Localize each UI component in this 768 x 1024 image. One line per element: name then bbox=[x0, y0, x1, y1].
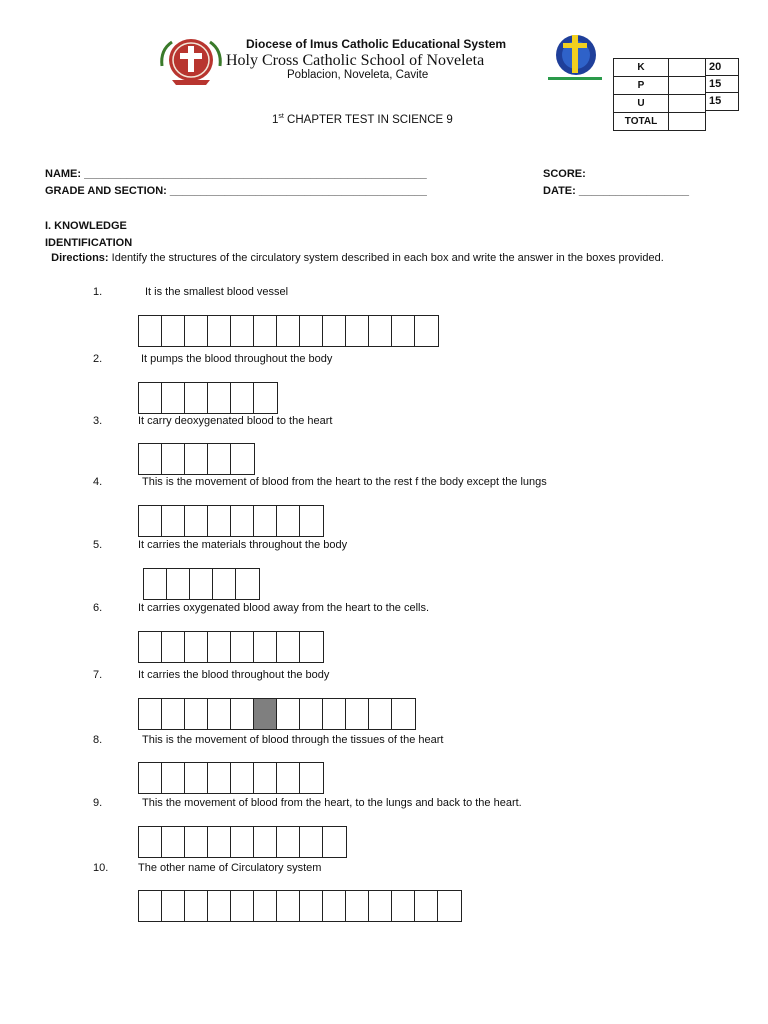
answer-box[interactable] bbox=[139, 444, 162, 474]
answer-box[interactable] bbox=[185, 444, 208, 474]
answer-box[interactable] bbox=[346, 316, 369, 346]
answer-box[interactable] bbox=[277, 699, 300, 729]
answer-box[interactable] bbox=[162, 891, 185, 921]
score-label-u: U bbox=[614, 95, 669, 113]
answer-box[interactable] bbox=[208, 632, 231, 662]
answer-box[interactable] bbox=[139, 383, 162, 413]
answer-box[interactable] bbox=[162, 506, 185, 536]
points-u: 15 bbox=[709, 95, 722, 107]
answer-box[interactable] bbox=[254, 383, 277, 413]
answer-box[interactable] bbox=[231, 383, 254, 413]
answer-box[interactable] bbox=[139, 891, 162, 921]
answer-box[interactable] bbox=[392, 316, 415, 346]
answer-box[interactable] bbox=[277, 506, 300, 536]
answer-box[interactable] bbox=[277, 316, 300, 346]
answer-box[interactable] bbox=[254, 827, 277, 857]
answer-box[interactable] bbox=[254, 316, 277, 346]
answer-box[interactable] bbox=[208, 699, 231, 729]
answer-box[interactable] bbox=[323, 316, 346, 346]
answer-box[interactable] bbox=[139, 763, 162, 793]
answer-box[interactable] bbox=[144, 569, 167, 599]
answer-boxes bbox=[138, 505, 324, 537]
question-text: It carries the blood throughout the body bbox=[138, 669, 330, 681]
answer-box[interactable] bbox=[162, 444, 185, 474]
answer-box[interactable] bbox=[346, 891, 369, 921]
points-column bbox=[705, 58, 739, 111]
answer-box[interactable] bbox=[139, 827, 162, 857]
answer-box[interactable] bbox=[231, 827, 254, 857]
question-text: It is the smallest blood vessel bbox=[145, 286, 289, 298]
question-text: This is the movement of blood from the heart to the rest f the body except the lungs bbox=[142, 476, 547, 488]
answer-box[interactable] bbox=[185, 827, 208, 857]
answer-box[interactable] bbox=[162, 383, 185, 413]
answer-box[interactable] bbox=[185, 632, 208, 662]
answer-boxes bbox=[138, 382, 278, 414]
score-table bbox=[613, 58, 706, 131]
answer-box[interactable] bbox=[300, 632, 323, 662]
answer-box[interactable] bbox=[231, 763, 254, 793]
answer-box[interactable] bbox=[185, 506, 208, 536]
answer-box[interactable] bbox=[300, 763, 323, 793]
question-text: It carries oxygenated blood away from the heart to the cells. bbox=[138, 602, 430, 614]
answer-boxes bbox=[138, 698, 416, 730]
score-label-p: P bbox=[614, 77, 669, 95]
question-text: This is the movement of blood through the tissues of the heart bbox=[142, 734, 444, 746]
answer-box[interactable] bbox=[369, 316, 392, 346]
answer-boxes bbox=[138, 315, 439, 347]
answer-box[interactable] bbox=[254, 891, 277, 921]
answer-box[interactable] bbox=[231, 506, 254, 536]
answer-box[interactable] bbox=[190, 569, 213, 599]
answer-box[interactable] bbox=[208, 383, 231, 413]
question-text: It carries the materials throughout the body bbox=[138, 539, 348, 551]
answer-box[interactable] bbox=[392, 699, 415, 729]
answer-boxes bbox=[138, 443, 255, 475]
answer-box[interactable] bbox=[185, 891, 208, 921]
answer-box[interactable] bbox=[254, 763, 277, 793]
answer-box[interactable] bbox=[185, 763, 208, 793]
answer-box[interactable] bbox=[208, 827, 231, 857]
points-p: 15 bbox=[706, 76, 738, 93]
question-number: 3. bbox=[93, 415, 103, 427]
answer-box[interactable] bbox=[300, 316, 323, 346]
directions: Directions: Identify the structures of the circulatory system described in each box and write the answer in the boxes provided. bbox=[51, 252, 664, 264]
answer-box[interactable] bbox=[300, 827, 323, 857]
question-number: 8. bbox=[93, 734, 103, 746]
score-cell[interactable] bbox=[669, 77, 706, 95]
answer-box[interactable] bbox=[236, 569, 259, 599]
score-cell[interactable] bbox=[669, 113, 706, 131]
answer-box[interactable] bbox=[323, 891, 346, 921]
section-heading: I. KNOWLEDGE bbox=[45, 220, 127, 232]
answer-box[interactable] bbox=[139, 632, 162, 662]
answer-box[interactable] bbox=[231, 891, 254, 921]
answer-box[interactable] bbox=[162, 316, 185, 346]
question-number: 5. bbox=[93, 539, 103, 551]
answer-box[interactable] bbox=[208, 444, 231, 474]
answer-box[interactable] bbox=[392, 891, 415, 921]
answer-box[interactable] bbox=[254, 632, 277, 662]
score-label-total: TOTAL bbox=[614, 113, 669, 131]
school-name: Holy Cross Catholic School of Noveleta bbox=[226, 52, 485, 69]
answer-box[interactable] bbox=[369, 891, 392, 921]
answer-box[interactable] bbox=[167, 569, 190, 599]
answer-box[interactable] bbox=[213, 569, 236, 599]
answer-box[interactable] bbox=[277, 632, 300, 662]
question-text: It carry deoxygenated blood to the heart bbox=[138, 415, 333, 427]
answer-box[interactable] bbox=[300, 891, 323, 921]
question-number: 7. bbox=[93, 669, 103, 681]
answer-box[interactable] bbox=[231, 316, 254, 346]
answer-box[interactable] bbox=[185, 383, 208, 413]
question-number: 2. bbox=[93, 353, 103, 365]
answer-box[interactable] bbox=[277, 827, 300, 857]
answer-box[interactable] bbox=[208, 316, 231, 346]
answer-box[interactable] bbox=[415, 316, 438, 346]
answer-box[interactable] bbox=[369, 699, 392, 729]
test-title: 1st CHAPTER TEST IN SCIENCE 9 bbox=[272, 113, 453, 126]
score-cell[interactable] bbox=[669, 95, 706, 113]
score-label-k: K bbox=[614, 59, 669, 77]
score-cell[interactable] bbox=[669, 59, 706, 77]
question-number: 4. bbox=[93, 476, 103, 488]
question-number: 9. bbox=[93, 797, 103, 809]
answer-box[interactable] bbox=[139, 506, 162, 536]
answer-boxes bbox=[143, 568, 260, 600]
answer-boxes bbox=[138, 890, 462, 922]
answer-box[interactable] bbox=[231, 699, 254, 729]
answer-box[interactable] bbox=[300, 699, 323, 729]
answer-box[interactable] bbox=[139, 699, 162, 729]
question-number: 10. bbox=[93, 862, 109, 874]
answer-boxes bbox=[138, 631, 324, 663]
answer-box[interactable] bbox=[162, 827, 185, 857]
section-subheading: IDENTIFICATION bbox=[45, 237, 133, 249]
answer-box[interactable] bbox=[254, 506, 277, 536]
answer-box[interactable] bbox=[277, 763, 300, 793]
answer-box[interactable] bbox=[323, 699, 346, 729]
question-number: 6. bbox=[93, 602, 103, 614]
answer-box[interactable] bbox=[277, 891, 300, 921]
answer-box[interactable] bbox=[162, 632, 185, 662]
answer-box-shaded bbox=[254, 699, 277, 729]
school-address: Poblacion, Noveleta, Cavite bbox=[287, 69, 429, 81]
diocese-name: Diocese of Imus Catholic Educational System bbox=[246, 37, 507, 51]
answer-box[interactable] bbox=[438, 891, 461, 921]
question-text: This the movement of blood from the heart, to the lungs and back to the heart. bbox=[142, 797, 522, 809]
answer-box[interactable] bbox=[300, 506, 323, 536]
answer-box[interactable] bbox=[208, 891, 231, 921]
answer-box[interactable] bbox=[231, 444, 254, 474]
question-text: The other name of Circulatory system bbox=[138, 862, 322, 874]
answer-box[interactable] bbox=[346, 699, 369, 729]
answer-box[interactable] bbox=[231, 632, 254, 662]
answer-box[interactable] bbox=[185, 316, 208, 346]
answer-box[interactable] bbox=[208, 506, 231, 536]
score-field[interactable]: SCORE: bbox=[543, 168, 586, 180]
school-seal-logo bbox=[158, 36, 224, 86]
date-field[interactable]: DATE: __________________ bbox=[543, 185, 689, 197]
answer-box[interactable] bbox=[185, 699, 208, 729]
points-k: 20 bbox=[706, 59, 738, 76]
answer-box[interactable] bbox=[162, 699, 185, 729]
answer-boxes bbox=[138, 762, 324, 794]
name-field[interactable]: NAME: ________________________________________________________ bbox=[45, 168, 427, 180]
question-number: 1. bbox=[93, 286, 103, 298]
answer-boxes bbox=[138, 826, 347, 858]
answer-box[interactable] bbox=[208, 763, 231, 793]
question-text: It pumps the blood throughout the body bbox=[141, 353, 333, 365]
diocese-logo bbox=[544, 33, 604, 83]
answer-box[interactable] bbox=[139, 316, 162, 346]
answer-box[interactable] bbox=[162, 763, 185, 793]
answer-box[interactable] bbox=[415, 891, 438, 921]
grade-section-field[interactable]: GRADE AND SECTION: __________________________________________ bbox=[45, 185, 427, 197]
answer-box[interactable] bbox=[323, 827, 346, 857]
